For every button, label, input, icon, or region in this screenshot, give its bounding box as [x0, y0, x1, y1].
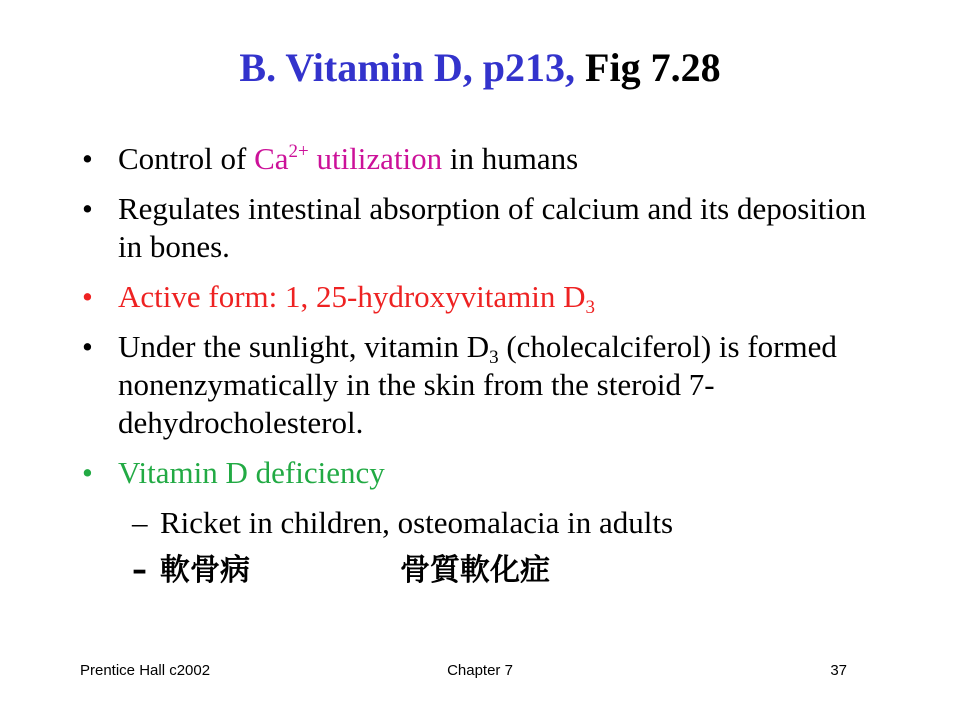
term-rickets-chinese: 軟骨病 [160, 553, 250, 588]
bullet-marker: • [82, 329, 93, 364]
footer-page-number: 37 [830, 662, 847, 679]
bullet-calcium-control: • Control of $Ca^{2+}$ utilization in humans [82, 141, 579, 176]
calcium-highlight: $Ca^{2+}$ utilization [254, 141, 443, 176]
dash-marker: – [132, 553, 147, 588]
bullet-active-form: • Active form: 1, 25-hydroxyvitamin $D_3$ [82, 279, 595, 318]
bullet-list [82, 140, 882, 600]
slide-title [0, 44, 960, 91]
bullet-marker: • [82, 279, 93, 314]
bullet-marker: • [82, 455, 93, 490]
bullet-deficiency: • Vitamin D deficiency [82, 455, 385, 490]
dash-marker: – [132, 505, 148, 540]
sub-bullet-chinese-terms [82, 552, 882, 590]
footer-publisher: Prentice Hall c2002 [80, 662, 211, 679]
slide-title-fig: Fig 7.28 [585, 45, 721, 90]
bullet-marker: • [82, 141, 93, 176]
bullet-regulates-absorption: • Regulates intestinal absorption of calcium and its deposition in bones. [82, 191, 867, 264]
footer-chapter: Chapter 7 [447, 662, 513, 679]
bullet-marker: • [82, 191, 93, 226]
slide-title-main: B. Vitamin D, p213, [239, 45, 586, 90]
term-osteomalacia-chinese: 骨質軟化症 [400, 553, 550, 588]
sub-bullet-rickets: – Ricket in children, osteomalacia in adults [132, 505, 674, 540]
bullet-sunlight-synthesis: • Under the sunlight, vitamin $D_3$ (cholecalciferol) is formed nonenzymatically in the skin from the steroid 7-dehydrocholesterol. [82, 329, 837, 440]
